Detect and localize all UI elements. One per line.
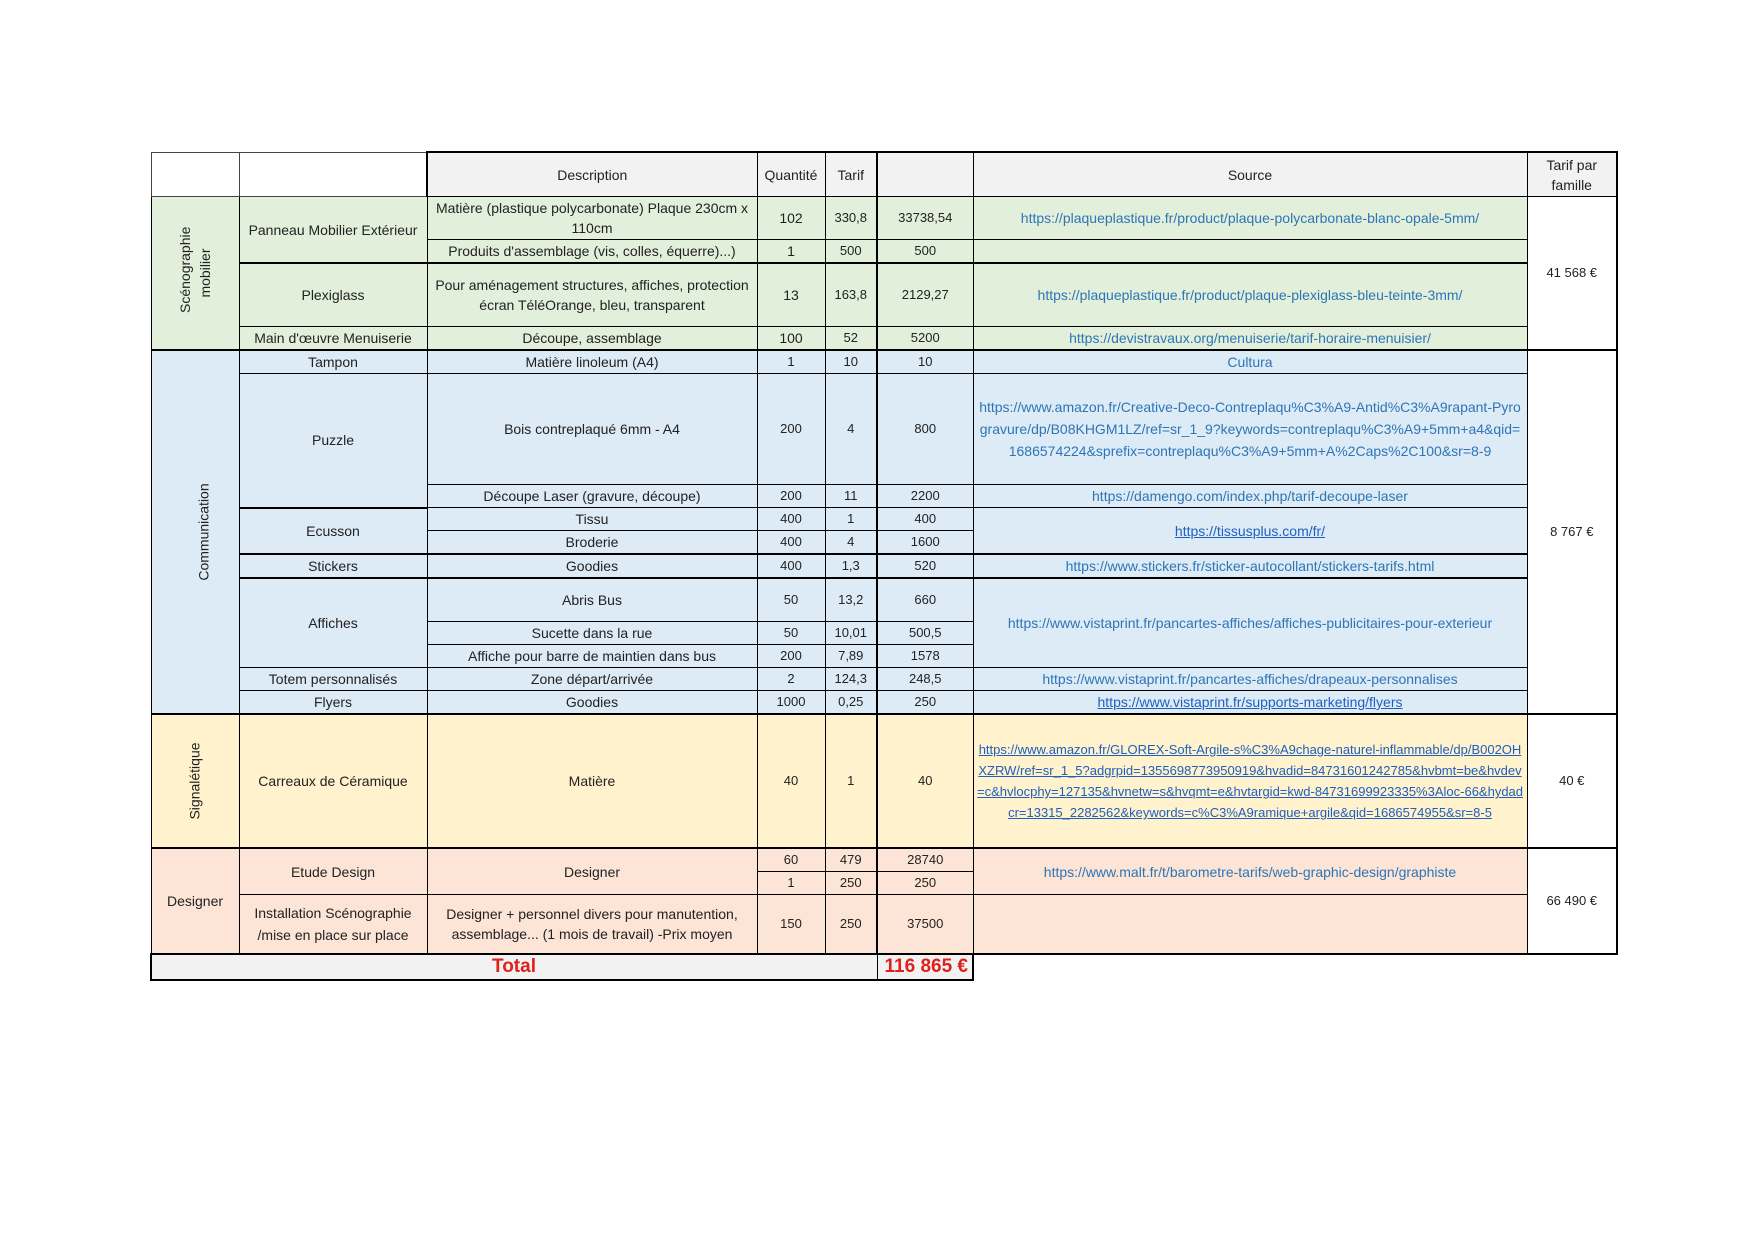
total-cell: 40: [877, 714, 973, 848]
source-link[interactable]: https://www.amazon.fr/Creative-Deco-Contreplaqu%C3%A9-Antid%C3%A9rapant-Pyrogravure/dp/B08KHGM1LZ/ref=sr_1_9?keywords=contreplaqu%C3%A9+5mm+a4&qid=1686574224&sprefix=contreplaqu%C3%A9+5mm+A%2Caps%2C100&sr=8-9: [973, 374, 1527, 485]
qty-cell: 50: [757, 622, 825, 645]
family-total-communication: 8 767 €: [1527, 350, 1617, 714]
qty-cell: 400: [757, 531, 825, 555]
total-empty-source: [973, 954, 1527, 980]
table-row: [151, 374, 1617, 485]
total-cell: 660: [877, 578, 973, 622]
table-row: [151, 327, 1617, 351]
header-empty-1: [151, 152, 239, 197]
qty-cell: 40: [757, 714, 825, 848]
desc-cell: Matière (plastique polycarbonate) Plaque 230cm x 110cm: [427, 197, 757, 240]
desc-cell: Zone départ/arrivée: [427, 668, 757, 691]
tarif-cell: 4: [825, 531, 877, 555]
header-source: Source: [973, 152, 1527, 197]
group-designer: Designer: [151, 848, 239, 954]
total-cell: 800: [877, 374, 973, 485]
table-row: [151, 350, 1617, 374]
item-cell: Panneau Mobilier Extérieur: [239, 197, 427, 264]
item-cell: Installation Scénographie /mise en place sur place: [239, 895, 427, 955]
tarif-cell: 250: [825, 895, 877, 955]
qty-cell: 100: [757, 327, 825, 351]
item-cell: Affiches: [239, 578, 427, 668]
total-cell: 250: [877, 872, 973, 895]
desc-cell: Goodies: [427, 691, 757, 715]
qty-cell: 13: [757, 263, 825, 327]
total-cell: 2129,27: [877, 263, 973, 327]
family-total-scenographie: 41 568 €: [1527, 197, 1617, 351]
desc-cell: Découpe, assemblage: [427, 327, 757, 351]
qty-cell: 1: [757, 240, 825, 264]
item-cell: Etude Design: [239, 848, 427, 895]
desc-cell: Bois contreplaqué 6mm - A4: [427, 374, 757, 485]
total-cell: 250: [877, 691, 973, 715]
qty-cell: 400: [757, 554, 825, 578]
desc-cell: Matière linoleum (A4): [427, 350, 757, 374]
table-row: [151, 197, 1617, 240]
tarif-cell: 163,8: [825, 263, 877, 327]
group-scenographie: [151, 197, 239, 351]
qty-cell: 50: [757, 578, 825, 622]
source-link[interactable]: [973, 240, 1527, 264]
tarif-cell: 124,3: [825, 668, 877, 691]
item-cell: Flyers: [239, 691, 427, 715]
group-label: Scénographie mobilier: [177, 226, 213, 313]
qty-cell: 200: [757, 485, 825, 508]
desc-cell: Designer + personnel divers pour manutention, assemblage... (1 mois de travail) -Prix moyen: [427, 895, 757, 955]
table-row: [151, 714, 1617, 848]
desc-cell: Abris Bus: [427, 578, 757, 622]
table-row: [151, 578, 1617, 622]
desc-cell: Broderie: [427, 531, 757, 555]
header-empty-2: [239, 152, 427, 197]
tarif-cell: 7,89: [825, 645, 877, 668]
total-cell: 248,5: [877, 668, 973, 691]
tarif-cell: 10: [825, 350, 877, 374]
total-label-text: Total: [492, 956, 536, 977]
group-label: Signalétique: [187, 742, 203, 820]
qty-cell: 200: [757, 645, 825, 668]
desc-cell: Affiche pour barre de maintien dans bus: [427, 645, 757, 668]
total-cell: 28740: [877, 848, 973, 872]
desc-cell: Découpe Laser (gravure, découpe): [427, 485, 757, 508]
source-link[interactable]: [973, 895, 1527, 955]
item-cell: Totem personnalisés: [239, 668, 427, 691]
budget-table: [150, 151, 1618, 981]
desc-cell: Matière: [427, 714, 757, 848]
table-row: [151, 263, 1617, 327]
total-cell: 5200: [877, 327, 973, 351]
total-row: [151, 954, 1617, 980]
source-link[interactable]: https://damengo.com/index.php/tarif-decoupe-laser: [973, 485, 1527, 508]
item-cell: Plexiglass: [239, 263, 427, 327]
header-total: [877, 152, 973, 197]
total-empty-famille: [1527, 954, 1617, 980]
total-cell: 37500: [877, 895, 973, 955]
item-cell: Main d'œuvre Menuiserie: [239, 327, 427, 351]
tarif-cell: 1,3: [825, 554, 877, 578]
desc-cell: Tissu: [427, 508, 757, 531]
tarif-cell: 250: [825, 872, 877, 895]
qty-cell: 1000: [757, 691, 825, 715]
qty-cell: 1: [757, 872, 825, 895]
desc-cell: Sucette dans la rue: [427, 622, 757, 645]
qty-cell: 60: [757, 848, 825, 872]
source-link[interactable]: https://tissusplus.com/fr/: [973, 508, 1527, 555]
qty-cell: 150: [757, 895, 825, 955]
header-tarif-famille: Tarif par famille: [1527, 152, 1617, 197]
total-label: [151, 954, 877, 980]
tarif-cell: 52: [825, 327, 877, 351]
grand-total: 116 865 €: [877, 954, 973, 980]
total-cell: 1578: [877, 645, 973, 668]
total-cell: 500,5: [877, 622, 973, 645]
source-link[interactable]: https://www.vistaprint.fr/pancartes-affiches/drapeaux-personnalises: [973, 668, 1527, 691]
family-total-signaletique: 40 €: [1527, 714, 1617, 848]
qty-cell: 1: [757, 350, 825, 374]
table-row: [151, 691, 1617, 715]
source-link[interactable]: https://www.vistaprint.fr/pancartes-affiches/affiches-publicitaires-pour-exterieur: [973, 578, 1527, 668]
source-link[interactable]: https://plaqueplastique.fr/product/plaque-plexiglass-bleu-teinte-3mm/: [973, 263, 1527, 327]
tarif-cell: 11: [825, 485, 877, 508]
source-link[interactable]: https://www.vistaprint.fr/supports-marketing/flyers: [973, 691, 1527, 715]
source-link[interactable]: https://devistravaux.org/menuiserie/tarif-horaire-menuisier/: [973, 327, 1527, 351]
tarif-cell: 1: [825, 714, 877, 848]
desc-cell: Designer: [427, 848, 757, 895]
qty-cell: 400: [757, 508, 825, 531]
tarif-cell: 10,01: [825, 622, 877, 645]
group-label: Communication: [195, 483, 212, 581]
total-cell: 400: [877, 508, 973, 531]
desc-cell: Produits d'assemblage (vis, colles, équerre)...): [427, 240, 757, 264]
tarif-cell: 13,2: [825, 578, 877, 622]
table-row: [151, 508, 1617, 531]
qty-cell: 102: [757, 197, 825, 240]
source-link[interactable]: https://www.amazon.fr/GLOREX-Soft-Argile-s%C3%A9chage-naturel-inflammable/dp/B002OHXZRW/ref=sr_1_5?adgrpid=1355698773950919&hvadid=84731601242785&hvbmt=be&hvdev=c&hvlocphy=127135&hvnetw=s&hvqmt=e&hvtargid=kwd-84731699923335%3Aloc-66&hydadcr=13315_2282562&keywords=c%C3%A9ramique+argile&qid=1686574955&sr=8-5: [973, 714, 1527, 848]
table-row: [151, 668, 1617, 691]
header-description: Description: [427, 152, 757, 197]
item-cell: Puzzle: [239, 374, 427, 508]
source-link[interactable]: https://plaqueplastique.fr/product/plaque-polycarbonate-blanc-opale-5mm/: [973, 197, 1527, 240]
family-total-designer: 66 490 €: [1527, 848, 1617, 954]
total-cell: 500: [877, 240, 973, 264]
total-cell: 520: [877, 554, 973, 578]
source-link[interactable]: https://www.stickers.fr/sticker-autocollant/stickers-tarifs.html: [973, 554, 1527, 578]
source-link[interactable]: Cultura: [973, 350, 1527, 374]
total-cell: 1600: [877, 531, 973, 555]
item-cell: Stickers: [239, 554, 427, 578]
table-row: [151, 554, 1617, 578]
table-row: [151, 895, 1617, 955]
source-link[interactable]: https://www.malt.fr/t/barometre-tarifs/web-graphic-design/graphiste: [973, 848, 1527, 895]
tarif-cell: 4: [825, 374, 877, 485]
desc-cell: Goodies: [427, 554, 757, 578]
group-communication: [151, 350, 239, 714]
header-tarif: Tarif: [825, 152, 877, 197]
total-cell: 2200: [877, 485, 973, 508]
header-quantite: Quantité: [757, 152, 825, 197]
table-row: [151, 848, 1617, 872]
desc-cell: Pour aménagement structures, affiches, protection écran TéléOrange, bleu, transparent: [427, 263, 757, 327]
budget-sheet: [150, 151, 1616, 981]
header-row: [151, 152, 1617, 197]
tarif-cell: 500: [825, 240, 877, 264]
group-signaletique: [151, 714, 239, 848]
tarif-cell: 1: [825, 508, 877, 531]
qty-cell: 2: [757, 668, 825, 691]
total-cell: 33738,54: [877, 197, 973, 240]
item-cell: Carreaux de Céramique: [239, 714, 427, 848]
item-cell: Ecusson: [239, 508, 427, 555]
qty-cell: 200: [757, 374, 825, 485]
tarif-cell: 0,25: [825, 691, 877, 715]
item-cell: Tampon: [239, 350, 427, 374]
tarif-cell: 479: [825, 848, 877, 872]
total-cell: 10: [877, 350, 973, 374]
tarif-cell: 330,8: [825, 197, 877, 240]
